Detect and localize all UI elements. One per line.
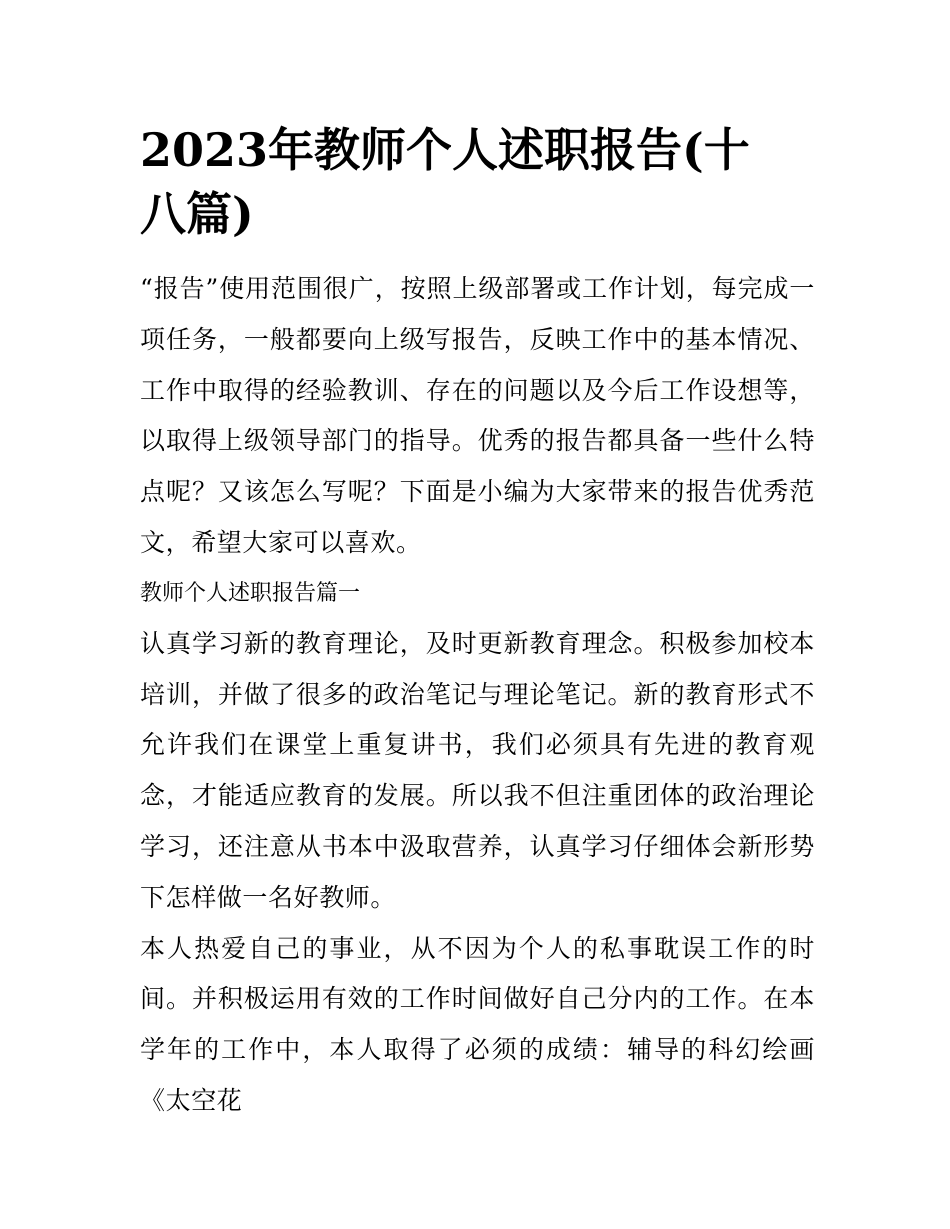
intro-paragraph: “报告”使用范围很广，按照上级部署或工作计划，每完成一项任务，一般都要向上级写报告，反映工作中的基本情况、工作中取得的经验教训、存在的问题以及今后工作设想等，以取得上级领导部门的指导。优秀的报告都具备一些什么特点呢？又该怎么写呢？下面是小编为大家带来的报告优秀范文，希望大家可以喜欢。: [140, 274, 815, 557]
section-heading: 教师个人述职报告篇一: [140, 580, 361, 606]
document-title: 2023年教师个人述职报告(十八篇): [140, 123, 750, 241]
title-block: [140, 118, 815, 246]
section-paragraph-1: 认真学习新的教育理论，及时更新教育理念。积极参加校本培训，并做了很多的政治笔记与理论笔记。新的教育形式不允许我们在课堂上重复讲书，我们必须具有先进的教育观念，才能适应教育的发展。所以我不但注重团体的政治理论学习，还注意从书本中汲取营养，认真学习仔细体会新形势下怎样做一名好教师。: [140, 628, 815, 912]
section-paragraph-2: 本人热爱自己的事业，从不因为个人的私事耽误工作的时间。并积极运用有效的工作时间做好自己分内的工作。在本学年的工作中，本人取得了必须的成绩：辅导的科幻绘画《太空花: [140, 933, 815, 1115]
document-body: [140, 118, 815, 1127]
